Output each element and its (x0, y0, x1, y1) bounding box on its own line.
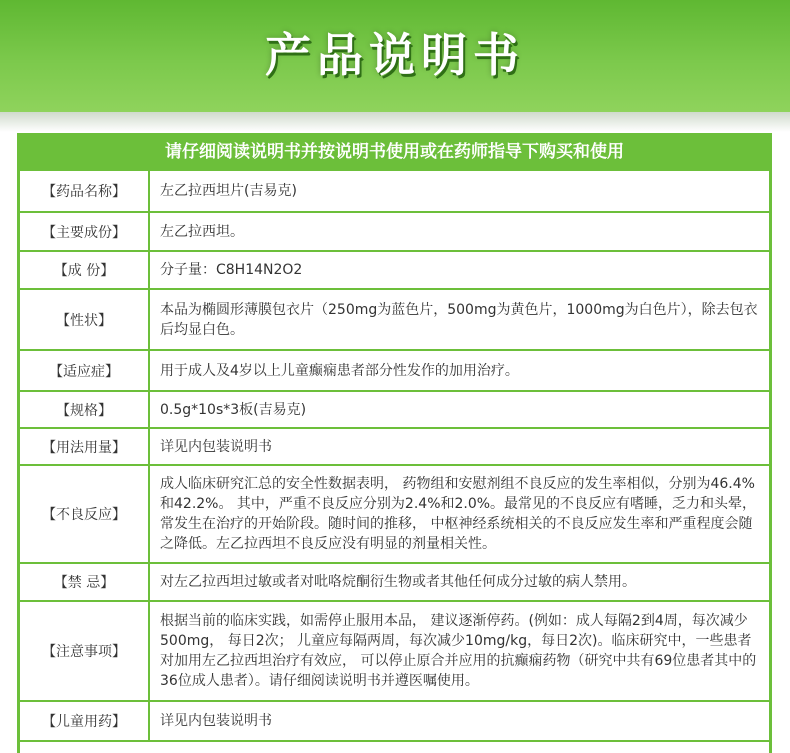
row-value: 左乙拉西坦。 (160, 223, 244, 240)
row-value: 详见内包装说明书 (160, 438, 272, 455)
row-label: 【儿童用药】 (20, 702, 150, 740)
row-composition (20, 252, 769, 290)
row-contraindications (20, 564, 769, 602)
row-precautions (20, 602, 769, 702)
row-drug-name (20, 171, 769, 213)
row-label: 【注意事项】 (20, 602, 150, 700)
row-value: 分子量：C8H14N2O2 (160, 262, 303, 278)
row-pediatric-use (20, 702, 769, 742)
instruction-sheet (17, 133, 772, 753)
row-label: 【规格】 (20, 392, 150, 427)
row-description (20, 290, 769, 351)
row-value: 详见内包装说明书 (160, 713, 272, 729)
row-adverse-reactions (20, 466, 769, 564)
row-value: 成人临床研究汇总的安全性数据表明， 药物组和安慰剂组不良反应的发生率相似，分别为46.4%和42.2%。 其中，严重不良反应分别为2.4%和2.0%。最常见的不良反应有嗜睡，乏力和头晕，常发生在治疗的开始阶段。随时间的推移， 中枢神经系统相关的不良反应发生率和严重程度会随之降低。左乙拉西坦不良反应没有明显的剂量相关性。 (160, 476, 757, 552)
row-dosage (20, 429, 769, 466)
row-label: 【药品名称】 (20, 171, 150, 211)
row-label: 【禁 忌】 (20, 564, 150, 600)
row-label: 【适应症】 (20, 351, 150, 390)
row-specification (20, 392, 769, 429)
row-label: 【用法用量】 (20, 429, 150, 464)
row-value: 用于成人及4岁以上儿童癫痫患者部分性发作的加用治疗。 (160, 362, 519, 379)
row-value: 0.5g*10s*3板(吉易克) (160, 401, 307, 418)
row-value: 左乙拉西坦片(吉易克) (160, 183, 297, 199)
row-value: 本品为椭圆形薄膜包衣片（250mg为蓝色片，500mg为黄色片，1000mg为白色片），除去包衣后均显白色。 (160, 301, 758, 338)
header-banner (0, 0, 790, 112)
row-value: 根据当前的临床实践，如需停止服用本品， 建议逐渐停药。(例如：成人每隔2到4周，每次减少500mg， 每日2次； 儿童应每隔两周，每次减少10mg/kg，每日2次)。临床研究中，一些患者对加用左乙拉西坦治疗有效应， 可以停止原合并应用的抗癫痫药物（研究中共有69位患者其中的36位成人患者）。请仔细阅读说明书并遵医嘱使用。 (160, 613, 757, 689)
row-label: 【成 份】 (20, 252, 150, 288)
page-title: 产品说明书 (265, 28, 525, 82)
row-indications (20, 351, 769, 392)
row-main-ingredient (20, 213, 769, 252)
notice-bar: 请仔细阅读说明书并按说明书使用或在药师指导下购买和使用 (20, 133, 769, 171)
banner-shadow (0, 112, 790, 132)
row-label: 【主要成份】 (20, 213, 150, 250)
row-label: 【不良反应】 (20, 466, 150, 562)
row-value: 对左乙拉西坦过敏或者对吡咯烷酮衍生物或者其他任何成分过敏的病人禁用。 (160, 574, 636, 590)
row-label: 【性状】 (20, 290, 150, 349)
